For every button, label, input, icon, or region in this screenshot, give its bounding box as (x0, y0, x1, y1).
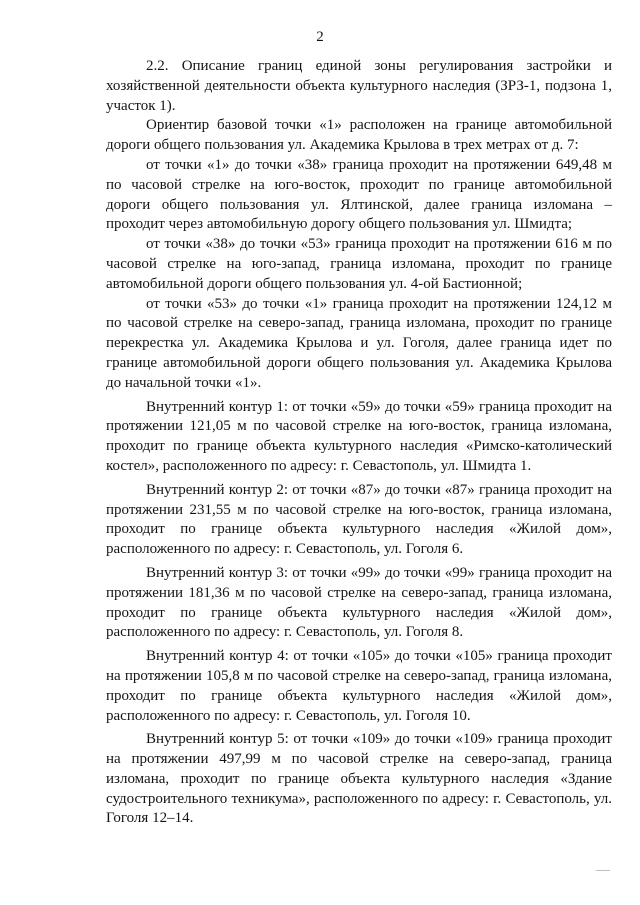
page-number: 2 (316, 29, 324, 45)
segment-38-53-paragraph: от точки «38» до точки «53» граница проходит на протяжении 616 м по часовой стрелке на юго-запад, граница изломана, проходит по границе автомобильной дороги общего пользования ул. 4-ой Бастионной; (106, 236, 612, 292)
segment-1-38-paragraph: от точки «1» до точки «38» граница проходит на протяжении 649,48 м по часовой стрелке на юго-восток, проходит по границе автомобильной дороги общего пользования ул. Ялтинской, далее граница изломана – проходит через автомобильную дорогу общего пользования ул. Шмидта; (106, 156, 612, 233)
inner-contour-2-paragraph: Внутренний контур 2: от точки «87» до точки «87» граница проходит на протяжении 231,55 м по часовой стрелке на юго-восток, граница изломана, проходит по границе объекта культурного наследия «Жилой дом», расположенного по адресу: г. Севастополь, ул. Гоголя 6. (106, 481, 612, 558)
inner-contour-1-paragraph: Внутренний контур 1: от точки «59» до точки «59» граница проходит на протяжении 121,05 м по часовой стрелке на юго-восток, граница изломана, проходит по границе объекта культурного наследия «Римско-католический костел», расположенного по адресу: г. Севастополь, ул. Шмидта 1. (106, 398, 612, 474)
scan-mark-divider (596, 870, 610, 871)
inner-contour-5-paragraph: Внутренний контур 5: от точки «109» до точки «109» граница проходит на протяжении 497,99 м по часовой стрелке на северо-запад, граница изломана, проходит по границе объекта культурного наследия «Здание судостроительного техникума», расположенного по адресу: г. Севастополь, ул. Гоголя 12–14. (106, 731, 612, 827)
inner-contour-3-paragraph: Внутренний контур 3: от точки «99» до точки «99» граница проходит на протяжении 181,36 м по часовой стрелке на северо-запад, граница изломана, проходит по границе объекта культурного наследия «Жилой дом», расположенного по адресу: г. Севастополь, ул. Гоголя 8. (106, 564, 612, 641)
section-heading-paragraph: 2.2. Описание границ единой зоны регулирования застройки и хозяйственной деятельности объекта культурного наследия (ЗРЗ-1, подзона 1, участок 1). (106, 58, 612, 114)
segment-53-1-paragraph: от точки «53» до точки «1» граница проходит на протяжении 124,12 м по часовой стрелке на северо-запад, граница изломана, проходит по границе перекрестка ул. Академика Крылова и ул. Гоголя, далее граница идет по границе автомобильной дороги общего пользования ул. Академика Крылова до начальной точки «1». (106, 295, 612, 391)
document-body (106, 57, 612, 829)
base-point-paragraph: Ориентир базовой точки «1» расположен на границе автомобильной дороги общего пользования ул. Академика Крылова в трех метрах от д. 7: (106, 117, 612, 154)
inner-contour-4-paragraph: Внутренний контур 4: от точки «105» до точки «105» граница проходит на протяжении 105,8 м по часовой стрелке на северо-запад, граница изломана, проходит по границе объекта культурного наследия «Жилой дом», расположенного по адресу: г. Севастополь, ул. Гоголя 10. (106, 648, 612, 724)
